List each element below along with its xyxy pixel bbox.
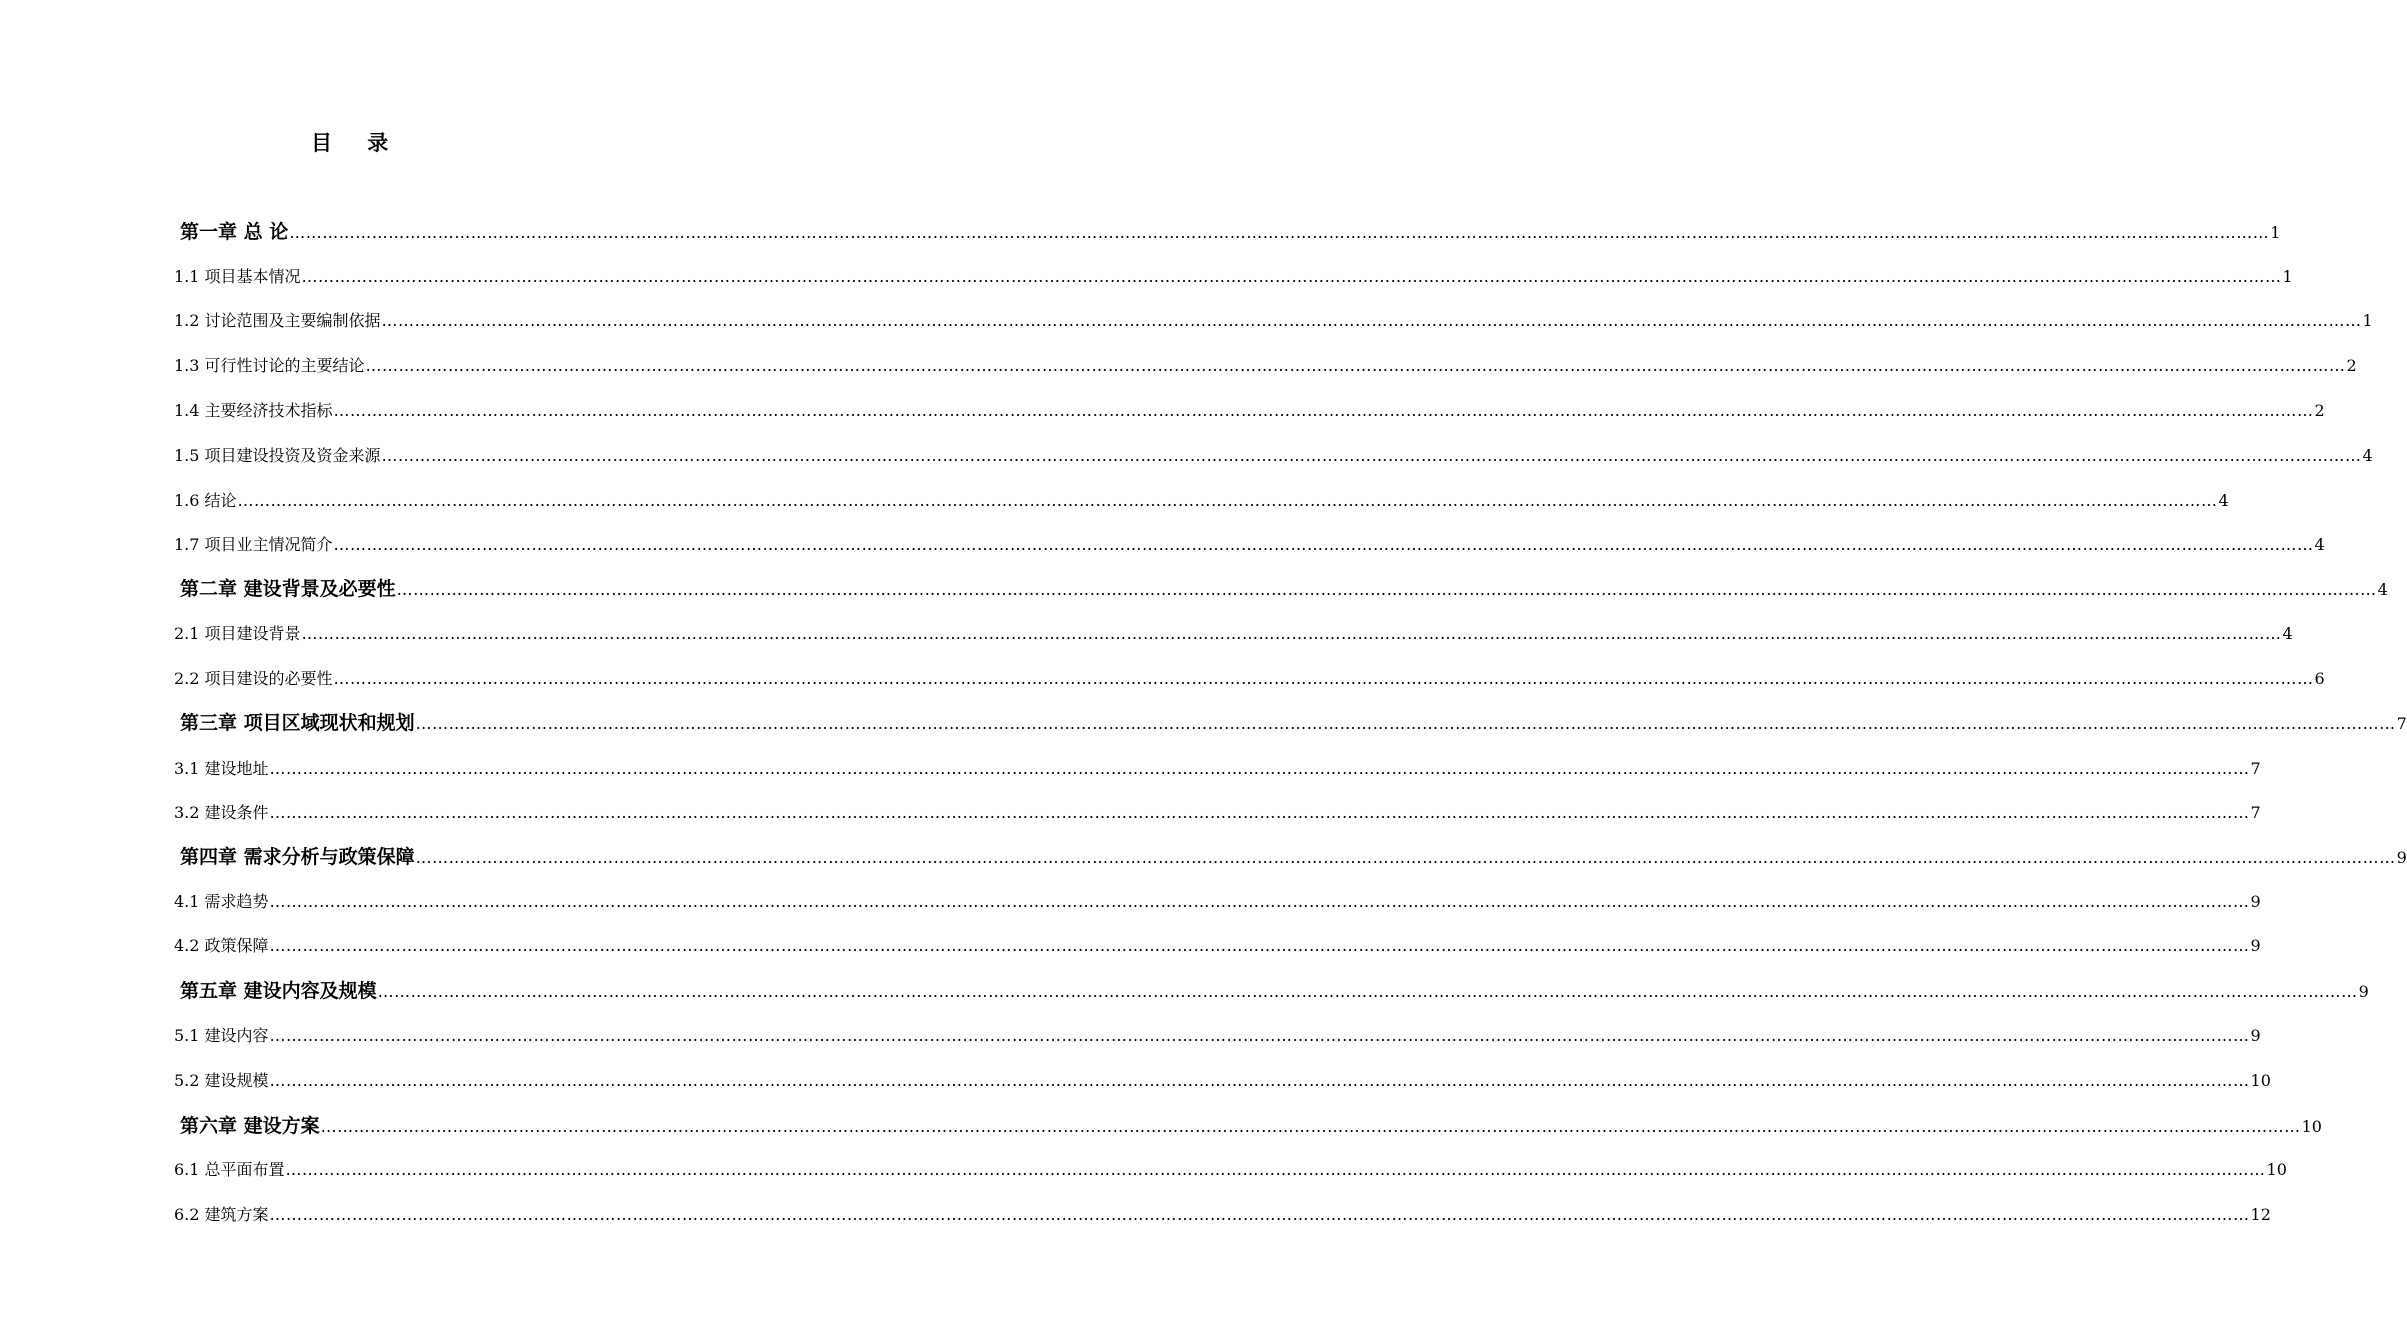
toc-page-number: 9 [2250,936,2261,955]
toc-section-entry[interactable] [174,441,2373,471]
toc-page-number: 9 [2250,892,2261,911]
toc-entry-label: 第二章 建设背景及必要性 [180,578,396,600]
toc-leader-dots: ……………………………………………………………………………………………………………………………………………………………………………………………………………………………………………………………………………………………………………………………… [269,1026,2250,1045]
toc-leader-dots: ……………………………………………………………………………………………………………………………………………………………………………………………………………………………………………………………………………………………………………………………… [396,580,2377,599]
toc-leader-dots: ……………………………………………………………………………………………………………………………………………………………………………………………………………………………………………………………………………………………………………………………… [269,892,2250,911]
toc-leader-dots: ……………………………………………………………………………………………………………………………………………………………………………………………………………………………………………………………………………………………………………………………… [381,446,2362,465]
toc-page-number: 1 [2270,223,2281,242]
toc-chapter-entry[interactable] [180,1111,2322,1141]
toc-section-entry[interactable] [174,262,2293,292]
toc-entry-label: 4.1 需求趋势 [174,892,269,911]
toc-page-number: 4 [2377,580,2388,599]
toc-section-entry[interactable] [174,530,2325,560]
toc-leader-dots: ……………………………………………………………………………………………………………………………………………………………………………………………………………………………………………………………………………………………………………………………… [269,1071,2250,1090]
toc-page-number: 9 [2250,1026,2261,1045]
toc-page-number: 10 [2266,1160,2287,1179]
toc-entry-label: 1.3 可行性讨论的主要结论 [174,356,365,375]
toc-page-number: 9 [2396,848,2407,867]
toc-page-number: 9 [2358,982,2369,1001]
toc-section-entry[interactable] [174,931,2261,961]
toc-entry-label: 6.2 建筑方案 [174,1205,269,1224]
toc-entry-label: 1.7 项目业主情况简介 [174,535,333,554]
toc-leader-dots: ……………………………………………………………………………………………………………………………………………………………………………………………………………………………………………………………………………………………………………………………… [320,1117,2301,1136]
toc-entry-label: 5.2 建设规模 [174,1071,269,1090]
toc-leader-dots: ……………………………………………………………………………………………………………………………………………………………………………………………………………………………………………………………………………………………………………………………… [289,223,2270,242]
toc-chapter-entry[interactable] [180,217,2281,247]
toc-chapter-entry[interactable] [180,976,2369,1006]
toc-entry-label: 1.5 项目建设投资及资金来源 [174,446,381,465]
toc-entry-label: 第六章 建设方案 [180,1115,320,1137]
toc-entry-label: 2.2 项目建设的必要性 [174,669,333,688]
toc-leader-dots: ……………………………………………………………………………………………………………………………………………………………………………………………………………………………………………………………………………………………………………………………… [415,714,2396,733]
toc-page-number: 7 [2396,714,2407,733]
toc-leader-dots: ……………………………………………………………………………………………………………………………………………………………………………………………………………………………………………………………………………………………………………………………… [269,803,2250,822]
toc-leader-dots: ……………………………………………………………………………………………………………………………………………………………………………………………………………………………………………………………………………………………………………………………… [333,401,2314,420]
toc-page-number: 10 [2250,1071,2271,1090]
toc-page-number: 7 [2250,803,2261,822]
toc-section-entry[interactable] [174,1021,2261,1051]
toc-leader-dots: ……………………………………………………………………………………………………………………………………………………………………………………………………………………………………………………………………………………………………………………………… [415,848,2396,867]
toc-entry-label: 4.2 政策保障 [174,936,269,955]
toc-leader-dots: ……………………………………………………………………………………………………………………………………………………………………………………………………………………………………………………………………………………………………………………………… [333,669,2314,688]
toc-chapter-entry[interactable] [180,574,2388,604]
toc-page-number: 10 [2301,1117,2322,1136]
toc-leader-dots: ……………………………………………………………………………………………………………………………………………………………………………………………………………………………………………………………………………………………………………………………… [365,356,2346,375]
toc-entry-label: 1.1 项目基本情况 [174,267,301,286]
toc-section-entry[interactable] [174,619,2293,649]
toc-page-number: 2 [2346,356,2357,375]
toc-page-number: 2 [2314,401,2325,420]
toc-section-entry[interactable] [174,1066,2271,1096]
toc-section-entry[interactable] [174,486,2229,516]
toc-entry-label: 3.2 建设条件 [174,803,269,822]
toc-leader-dots: ……………………………………………………………………………………………………………………………………………………………………………………………………………………………………………………………………………………………………………………………… [285,1160,2266,1179]
toc-page-number: 1 [2362,311,2373,330]
toc-leader-dots: ……………………………………………………………………………………………………………………………………………………………………………………………………………………………………………………………………………………………………………………………… [269,759,2250,778]
toc-section-entry[interactable] [174,306,2373,336]
toc-leader-dots: ……………………………………………………………………………………………………………………………………………………………………………………………………………………………………………………………………………………………………………………………… [301,624,2282,643]
toc-page-number: 12 [2250,1205,2271,1224]
toc-entry-label: 第三章 项目区域现状和规划 [180,712,415,734]
toc-entry-label: 6.1 总平面布置 [174,1160,285,1179]
toc-section-entry[interactable] [174,754,2261,784]
toc-section-entry[interactable] [174,1200,2271,1230]
toc-section-entry[interactable] [174,887,2261,917]
toc-leader-dots: ……………………………………………………………………………………………………………………………………………………………………………………………………………………………………………………………………………………………………………………………… [301,267,2282,286]
toc-entry-label: 第五章 建设内容及规模 [180,980,377,1002]
toc-section-entry[interactable] [174,396,2325,426]
toc-page-number: 4 [2314,535,2325,554]
toc-chapter-entry[interactable] [180,708,2407,738]
toc-section-entry[interactable] [174,1155,2287,1185]
toc-entry-label: 2.1 项目建设背景 [174,624,301,643]
toc-leader-dots: ……………………………………………………………………………………………………………………………………………………………………………………………………………………………………………………………………………………………………………………………… [333,535,2314,554]
toc-leader-dots: ……………………………………………………………………………………………………………………………………………………………………………………………………………………………………………………………………………………………………………………………… [269,1205,2250,1224]
toc-section-entry[interactable] [174,664,2325,694]
toc-section-entry[interactable] [174,351,2357,381]
toc-entry-label: 1.2 讨论范围及主要编制依据 [174,311,381,330]
toc-page-number: 4 [2282,624,2293,643]
toc-leader-dots: ……………………………………………………………………………………………………………………………………………………………………………………………………………………………………………………………………………………………………………………………… [269,936,2250,955]
toc-page-number: 6 [2314,669,2325,688]
toc-entry-label: 3.1 建设地址 [174,759,269,778]
toc-entry-label: 第四章 需求分析与政策保障 [180,846,415,868]
toc-chapter-entry[interactable] [180,842,2407,872]
toc-page-number: 4 [2218,491,2229,510]
toc-entry-label: 5.1 建设内容 [174,1026,269,1045]
toc-entry-label: 第一章 总 论 [180,221,289,243]
toc-leader-dots: ……………………………………………………………………………………………………………………………………………………………………………………………………………………………………………………………………………………………………………………………… [377,982,2358,1001]
toc-page-number: 4 [2362,446,2373,465]
toc-section-entry[interactable] [174,798,2261,828]
toc-title: 目 录 [311,130,403,155]
toc-leader-dots: ……………………………………………………………………………………………………………………………………………………………………………………………………………………………………………………………………………………………………………………………… [237,491,2218,510]
toc-leader-dots: ……………………………………………………………………………………………………………………………………………………………………………………………………………………………………………………………………………………………………………………………… [381,311,2362,330]
toc-entry-label: 1.6 结论 [174,491,237,510]
toc-page-number: 1 [2282,267,2293,286]
toc-page-number: 7 [2250,759,2261,778]
toc-entry-label: 1.4 主要经济技术指标 [174,401,333,420]
